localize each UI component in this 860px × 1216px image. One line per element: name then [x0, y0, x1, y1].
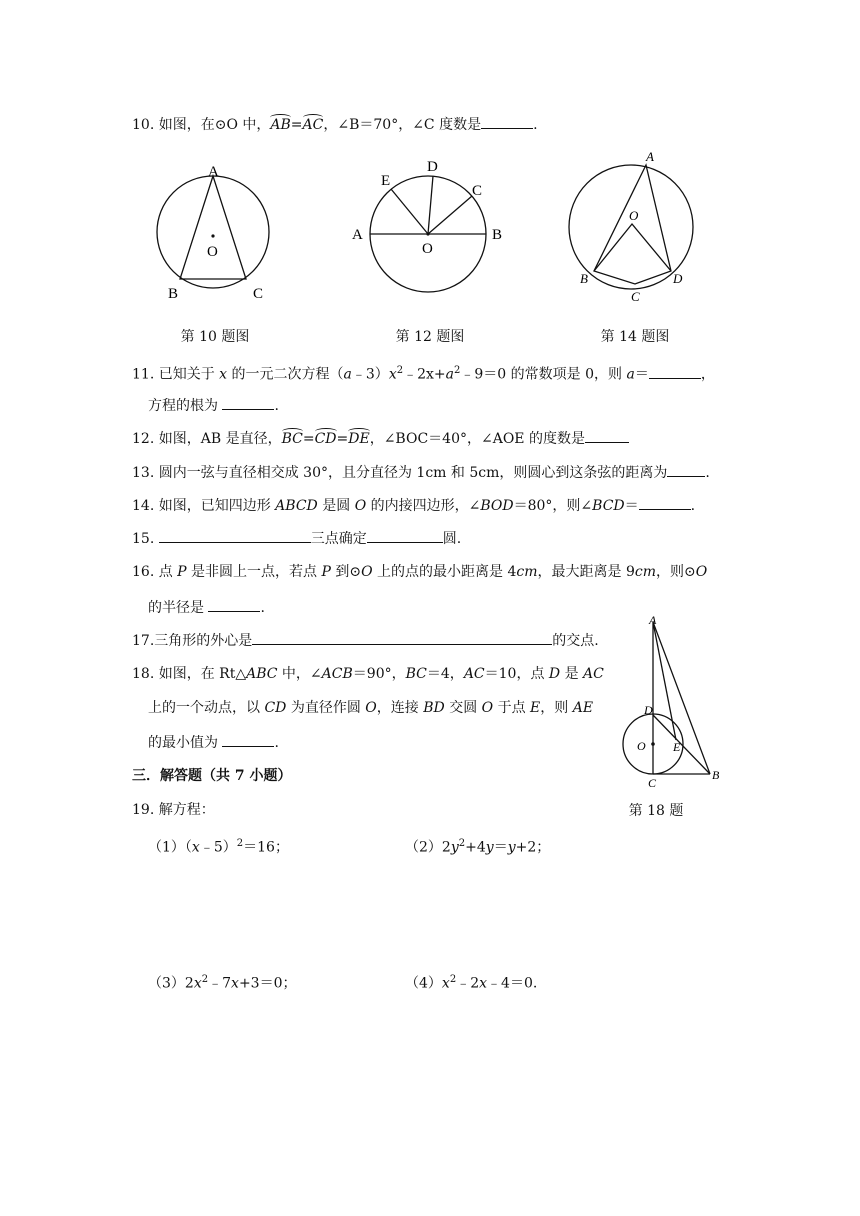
caption-10: 第 10 题图	[180, 329, 250, 345]
question-16: 16. 点 P 是非圆上一点，若点 P 到⊙O 上的点的最小距离是 4cm，最大距离是 9cm，则⊙O	[132, 564, 708, 580]
section-title: 三．解答题（共 7 小题）	[132, 768, 292, 784]
answer-blank	[252, 630, 552, 645]
arc-ab: AB	[270, 117, 290, 133]
label-o: O	[207, 244, 218, 260]
question-18-line3: 的最小值为 .	[148, 732, 279, 753]
label-b: B	[492, 227, 503, 243]
label-c: C	[472, 183, 483, 199]
label-d: D	[427, 159, 438, 175]
question-18: 18. 如图，在 Rt△ABC 中，∠ACB＝90°，BC＝4，AC＝10，点 D 是 AC	[132, 666, 604, 682]
triangle-abc	[180, 176, 246, 279]
figure-12	[348, 155, 508, 295]
arc-bc: BC	[282, 431, 303, 447]
question-10: 10. 如图，在⊙O 中， AB= AC，∠B＝70°，∠C 度数是 .	[132, 114, 538, 135]
label-b: B	[712, 768, 720, 782]
answer-blank	[159, 528, 311, 543]
radius-oc	[428, 196, 472, 234]
question-16-line2: 的半径是 .	[148, 597, 265, 618]
answer-blank	[222, 732, 274, 747]
answer-blank	[649, 364, 701, 379]
arc-ac: AC	[303, 117, 324, 133]
q19-part-1: （1）（x﹣5）$^2$＝16；	[148, 838, 289, 856]
segment-ae	[653, 622, 676, 740]
label-o: O	[629, 208, 639, 223]
answer-blank	[367, 528, 443, 543]
figure-18	[612, 612, 730, 790]
question-19: 19. 解方程：	[132, 802, 215, 818]
circle-o	[157, 176, 269, 288]
label-c: C	[648, 776, 657, 790]
answer-blank	[208, 597, 260, 612]
answer-blank	[222, 395, 274, 410]
caption-18: 第 18 题	[628, 803, 684, 819]
figure-14	[565, 150, 697, 308]
label-o: O	[637, 739, 646, 753]
center-point	[426, 232, 429, 235]
label-e: E	[381, 173, 391, 189]
label-a: A	[646, 150, 654, 164]
center-point	[651, 742, 655, 746]
question-11: 11. 已知关于 x 的一元二次方程$(a﹣3)x^2﹣2x+a^2﹣9=0$ 的常数项是 0，则 a＝ ，	[132, 365, 715, 383]
q19-part-4: $(4)x^2﹣2x﹣4=0$.	[405, 974, 538, 992]
label-d: D	[644, 703, 653, 717]
arc-de: DE	[348, 431, 369, 447]
label-b: B	[580, 271, 588, 286]
answer-blank	[585, 428, 629, 443]
answer-blank	[667, 462, 705, 477]
radius-od	[428, 176, 433, 234]
label-b: B	[168, 286, 179, 302]
center-point	[211, 234, 214, 237]
arc-cd: CD	[315, 431, 337, 447]
question-13: 13. 圆内一弦与直径相交成 30°，且分直径为 1cm 和 5cm，则圆心到这条弦的距离为 .	[132, 462, 710, 483]
q19-part-3: $(3)2x^2﹣7x+3=0$；	[148, 974, 297, 992]
answer-blank	[639, 495, 691, 510]
caption-12: 第 12 题图	[395, 329, 465, 345]
question-14: 14. 如图，已知四边形 ABCD 是圆 O 的内接四边形，∠BOD＝80°，则∠BCD＝ .	[132, 495, 695, 516]
question-12: 12. 如图，AB 是直径， BC= CD= DE，∠BOC＝40°，∠AOE 的度数是	[132, 428, 629, 449]
q19-part-2: $(2)2y^2+4y=y+2$；	[405, 838, 551, 856]
question-17: 17.三角形的外心是 的交点.	[132, 630, 599, 651]
label-c: C	[631, 289, 640, 304]
caption-14: 第 14 题图	[600, 329, 670, 345]
radius-oe	[391, 189, 428, 234]
figure-10	[148, 160, 280, 302]
label-c: C	[253, 286, 264, 302]
label-a: A	[649, 613, 657, 627]
answer-blank	[481, 114, 533, 129]
question-15: 15. 三点确定 圆.	[132, 528, 461, 549]
question-18-line2: 上的一个动点，以 CD 为直径作圆 O，连接 BD 交圆 O 于点 E，则 AE	[148, 700, 594, 716]
label-a: A	[352, 227, 363, 243]
label-o: O	[422, 241, 433, 257]
label-d: D	[673, 271, 683, 286]
segment-bd	[653, 715, 710, 774]
question-11-line2: 方程的根为 .	[148, 395, 279, 416]
label-e: E	[673, 740, 681, 754]
label-a: A	[208, 164, 219, 180]
